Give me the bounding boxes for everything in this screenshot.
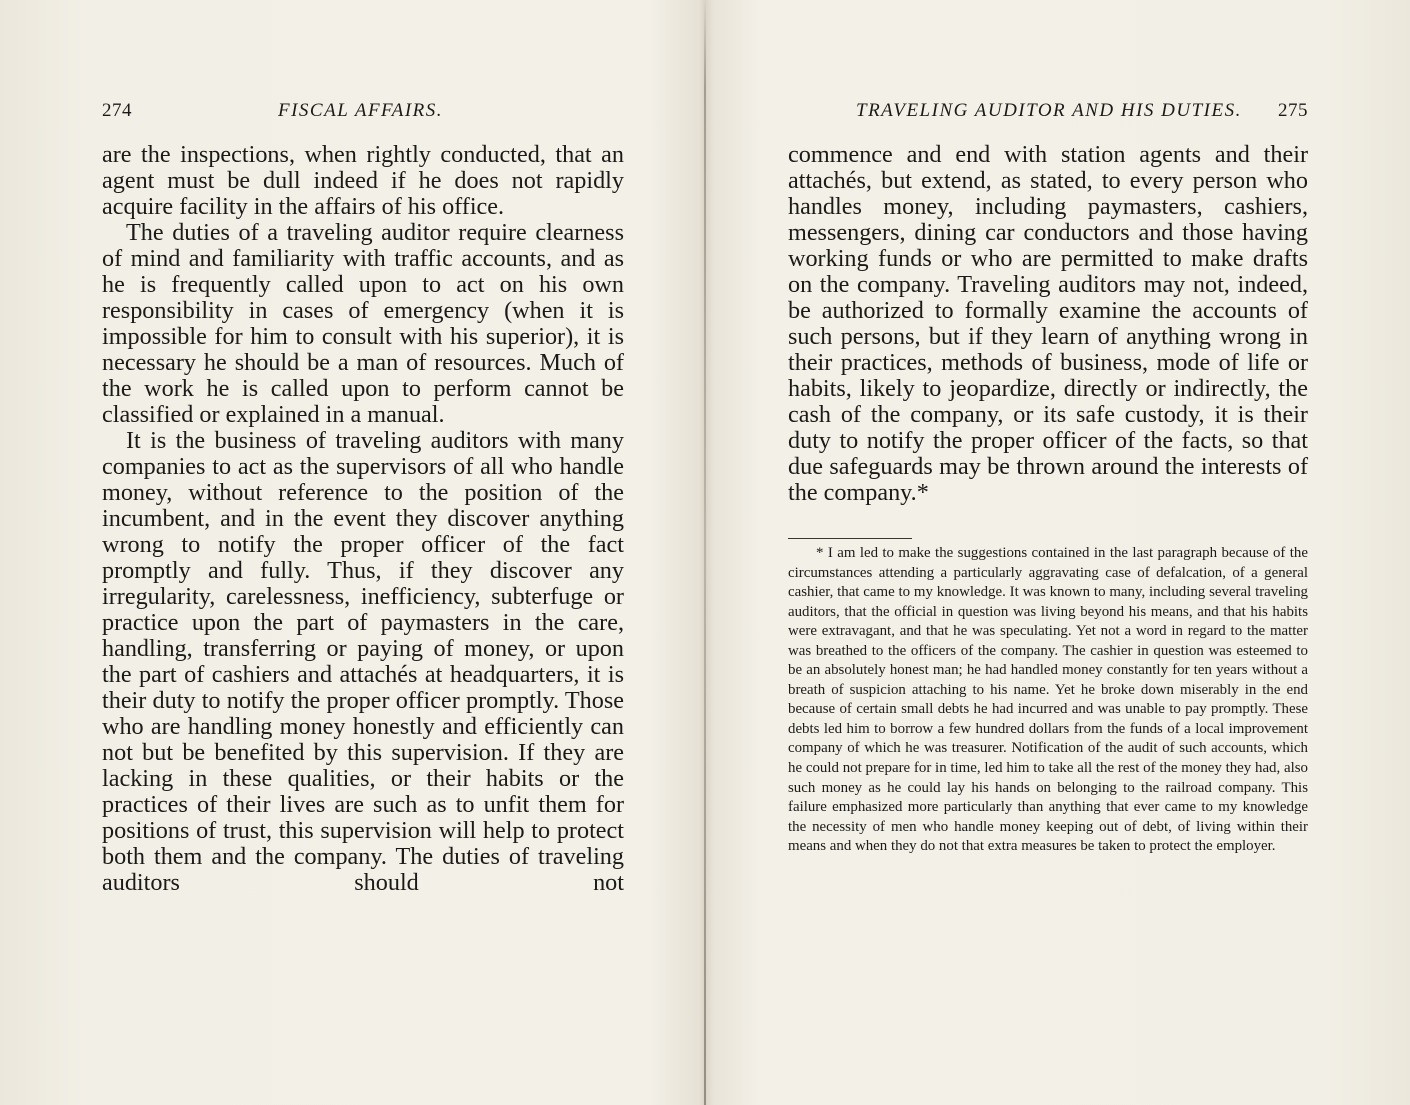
right-paragraph-1: commence and end with station agents and their attachés, but extend, as stated, to every person who handles money, including paymasters, cashiers, messengers, dining car conductors and those having working funds or who are permitted to make drafts on the company. Traveling auditors may not, indeed, be authorized to formally examine the accounts of such persons, but if they learn of anything wrong in their practices, methods of business, mode of life or habits, likely to jeopardize, directly or indirectly, the cash of the company, or its safe custody, it is their duty to notify the proper officer of the facts, so that due safeguards may be thrown around the interests of the company.* xyxy=(788,141,1308,506)
right-running-head: TRAVELING AUDITOR AND HIS DUTIES. xyxy=(856,100,1242,121)
left-paragraph-3: It is the business of traveling auditors with many companies to act as the supervisors of all who handle money, without reference to the position of the incumbent, and in the event they discover anything wrong to notify the proper officer of the fact promptly and fully. Thus, if they discover any irregularity, carelessness, inefficiency, subterfuge or practice upon the part of paymasters in the care, handling, transferring or paying of money, or upon the part of cashiers and attachés at headquarters, it is their duty to notify the proper officer promptly. Those who are handling money honestly and efficiently can not but be benefited by this supervision. If they are lacking in these qualities, or their habits or the practices of their lives are such as to unfit them for positions of trust, this supervision will help to protect both them and the company. The duties of traveling auditors should not xyxy=(102,427,624,896)
right-page-body xyxy=(788,142,1308,506)
right-page-number: 275 xyxy=(1278,100,1308,121)
footnote-divider xyxy=(788,538,912,539)
left-paragraph-1: are the inspections, when rightly conducted, that an agent must be dull indeed if he does not rapidly acquire facility in the affairs of his office. xyxy=(102,141,624,220)
footnote: * I am led to make the suggestions contained in the last paragraph because of the circumstances attending a particularly aggravating case of defalcation, of a general cashier, that came to my knowledge. It was known to many, including several traveling auditors, that the official in question was living beyond his means, and that his habits were extravagant, and that he was speculating. Yet not a word in regard to the matter was breathed to the officers of the company. The cashier in question was esteemed to be an absolutely honest man; he had handled money constantly for ten years without a breath of suspicion attaching to his name. Yet he broke down miserably in the end because of certain small debts he had incurred and was unable to pay promptly. These debts led him to borrow a few hundred dollars from the funds of a local improvement company of which he was treasurer. Notification of the audit of such accounts, which he could not prepare for in time, led him to take all the rest of the money they had, also such money as he could lay his hands on belonging to the railroad company. This failure emphasized more particularly than anything that ever came to my knowledge the necessity of men who handle money keeping out of debt, of living within their means and when they do not that extra measures be taken to protect the employer. xyxy=(788,545,1308,855)
right-page xyxy=(706,0,1410,1105)
left-page-body xyxy=(102,142,624,896)
left-page-number: 274 xyxy=(102,100,132,121)
left-page xyxy=(0,0,704,1105)
left-running-head: FISCAL AFFAIRS. xyxy=(278,100,443,121)
left-paragraph-2: The duties of a traveling auditor require clearness of mind and familiarity with traffic accounts, and as he is frequently called upon to act on his own responsibility in cases of emergency (when it is impossible for him to consult with his superior), it is necessary he should be a man of resources. Much of the work he is called upon to perform cannot be classified or explained in a manual. xyxy=(102,219,624,428)
